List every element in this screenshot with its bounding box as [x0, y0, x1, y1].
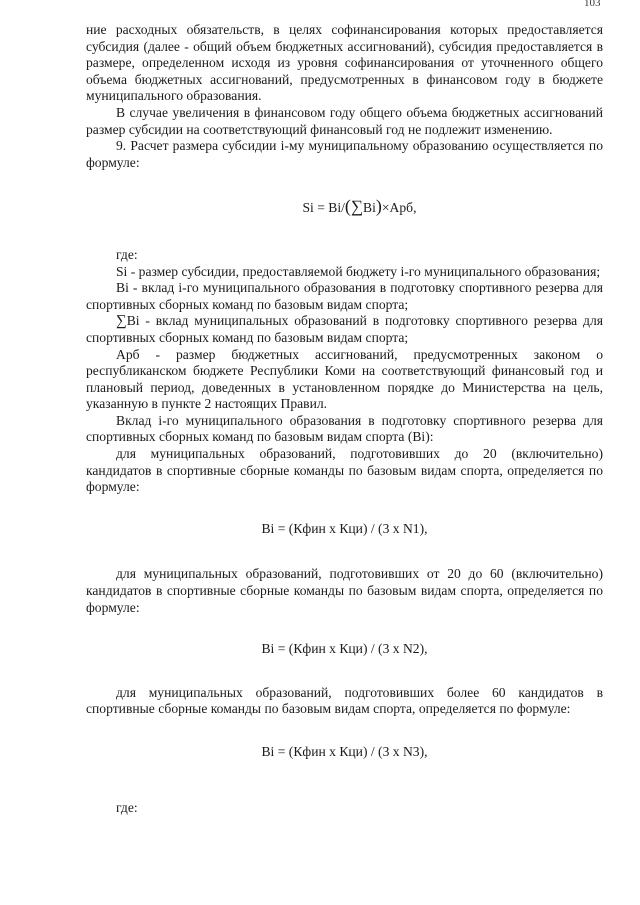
formula-main-open-paren: ( [344, 196, 351, 217]
sum-symbol-icon: ∑ [350, 197, 364, 217]
definition-sum-var: Bi [126, 313, 140, 329]
definition-arb: Арб - размер бюджетных ассигнований, предусмотренных законом о республиканском бюджете Республики Коми на соответствующий финансовый год и плановый период, доведенных в установленном порядке до Министерства на цель, указанную в пункте 2 настоящих Правил. [86, 346, 603, 412]
formula-main-right: ×Арб, [381, 200, 417, 216]
formula-2: Bi = (Кфин х Кци) / (3 х N2), [261, 641, 428, 657]
case-2-text: для муниципальных образований, подготовивших от 20 до 60 (включительно) кандидатов в спортивные сборные команды по базовым видам спорта, определяется по формуле: [86, 566, 603, 615]
formula-main-inner: Bi [363, 200, 376, 216]
formula-main-close-paren: ) [375, 196, 382, 217]
where-label-2: где: [116, 799, 138, 815]
formula-3: Bi = (Кфин х Кци) / (3 х N3), [261, 744, 428, 759]
formula-main [86, 198, 603, 217]
definition-si: Si - размер субсидии, предоставляемой бюджету i-го муниципального образования; [116, 263, 601, 279]
definition-sum-text: - вклад муниципальных образований в подготовку спортивного резерва для спортивных сборных команд по базовым видам спорта; [86, 313, 603, 345]
sum-symbol-icon: ∑ [116, 313, 127, 330]
case-1-text: для муниципальных образований, подготовивших до 20 (включительно) кандидатов в спортивные сборные команды по базовым видам спорта, определяется по формуле: [86, 446, 603, 495]
formula-main-left: Si = Bi/ [302, 200, 345, 216]
where-label-1: где: [116, 246, 138, 262]
definition-sum-bi [86, 313, 603, 346]
document-page [86, 22, 603, 816]
paragraph-contribution: Вклад i-го муниципального образования в подготовку спортивного резерва для спортивных сборных команд по базовым видам спорта (Bi): [86, 412, 603, 445]
paragraph-9: 9. Расчет размера субсидии i-му муниципальному образованию осуществляется по формуле: [86, 138, 603, 170]
formula-1: Bi = (Кфин х Кци) / (3 х N1), [261, 520, 428, 536]
paragraph-increase: В случае увеличения в финансовом году общего объема бюджетных ассигнований размер субсидии на соответствующий финансовый год не подлежит изменению. [86, 104, 603, 137]
case-3-text: для муниципальных образований, подготовивших более 60 кандидатов в спортивные сборные команды по базовым видам спорта, определяется по формуле: [86, 684, 603, 717]
paragraph-continuation: ние расходных обязательств, в целях софинансирования которых предоставляется субсидия (далее - общий объем бюджетных ассигнований), субсидия предоставляется в размере, определенном исходя из уровня софинансирования от уточненного общего объема бюджетных ассигнований, предусмотренных в финансовом году в бюджете муниципального образования. [86, 22, 603, 104]
definition-bi: Bi - вклад i-го муниципального образования в подготовку спортивного резерва для спортивных сборных команд по базовым видам спорта; [86, 280, 603, 312]
page-number: 103 [584, 0, 601, 9]
